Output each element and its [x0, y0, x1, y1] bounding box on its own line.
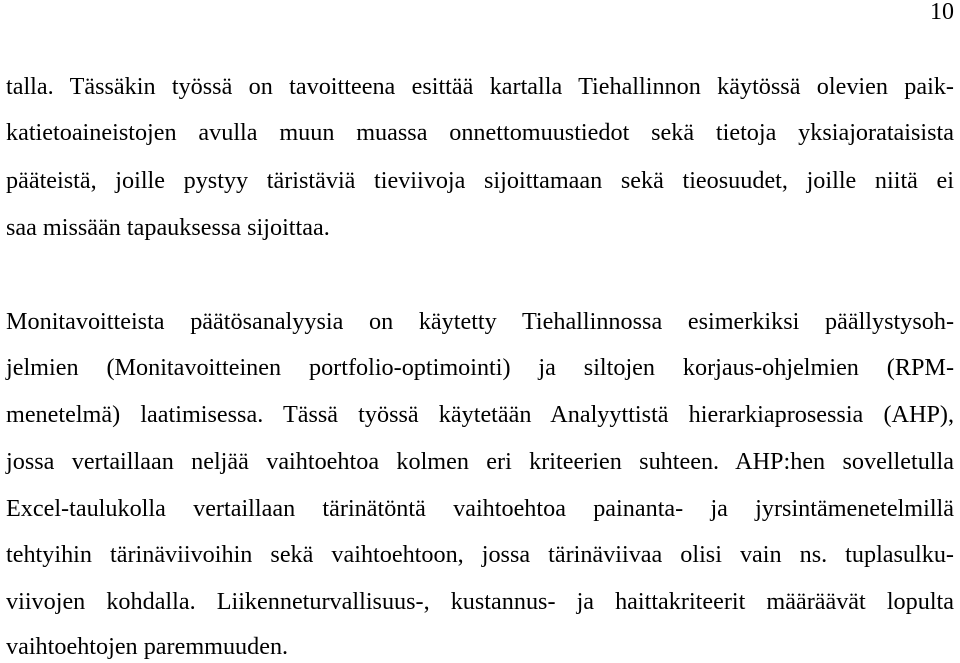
page-number: 10 [930, 0, 954, 25]
paragraph-1-line-2: katietoaineistojen avulla muun muassa onnettomuustiedot sekä tietoja yksiajorataisista [6, 119, 954, 146]
paragraph-2-line-8: vaihtoehtojen paremmuuden. [6, 633, 289, 660]
paragraph-2-line-1: Monitavoitteista päätösanalyysia on käytetty Tiehallinnossa esimerkiksi päällystysoh- [6, 308, 954, 335]
paragraph-2-line-6: tehtyihin tärinäviivoihin sekä vaihtoehtoon, jossa tärinäviivaa olisi vain ns. tuplasulku- [6, 541, 954, 568]
paragraph-2-line-3: menetelmä) laatimisessa. Tässä työssä käytetään Analyyttistä hierarkiaprosessia (AHP), [6, 401, 954, 428]
paragraph-2-line-5: Excel-taulukolla vertaillaan tärinätöntä vaihtoehtoa painanta- ja jyrsintämenetelmillä [6, 495, 954, 522]
paragraph-2-line-2: jelmien (Monitavoitteinen portfolio-optimointi) ja siltojen korjaus-ohjelmien (RPM- [6, 354, 954, 381]
paragraph-2-line-7: viivojen kohdalla. Liikenneturvallisuus-, kustannus- ja haittakriteerit määräävät lopulta [6, 588, 954, 615]
paragraph-1-line-4: saa missään tapauksessa sijoittaa. [6, 214, 330, 241]
paragraph-1-line-1: talla. Tässäkin työssä on tavoitteena esittää kartalla Tiehallinnon käytössä olevien paik- [6, 73, 954, 100]
paragraph-2-line-4: jossa vertaillaan neljää vaihtoehtoa kolmen eri kriteerien suhteen. AHP:hen sovelletulla [6, 448, 954, 475]
paragraph-1-line-3: pääteistä, joille pystyy täristäviä tieviivoja sijoittamaan sekä tieosuudet, joille niitä ei [6, 167, 954, 194]
